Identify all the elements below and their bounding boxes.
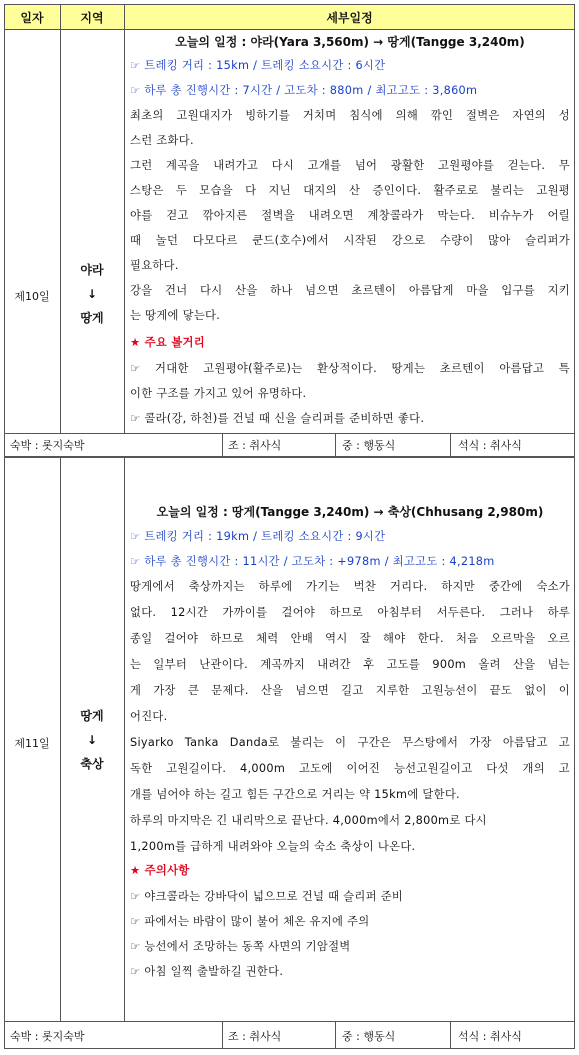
day11-lunch: 중 : 행동식 bbox=[342, 1030, 396, 1043]
day11-to: 축상 bbox=[80, 757, 104, 771]
header-region: 지역 bbox=[61, 5, 123, 29]
day10-body-line: 강을 건너 다시 산을 하나 넘으면 초르텐이 아름답게 마을 입구를 지키 bbox=[130, 284, 570, 297]
day10-body-line: 야를 걷고 깎아지른 절벽을 내려오면 계창콜라가 막는다. 비슈누가 어릴 bbox=[130, 209, 570, 222]
footer-divider-c-day11 bbox=[450, 1021, 451, 1049]
day11-body-line: 없다. 12시간 가까이를 걸어야 하므로 아침부터 서두른다. 그러나 하루 bbox=[130, 606, 570, 619]
day11-arrow: ↓ bbox=[86, 733, 98, 747]
day11-date: 제11일 bbox=[14, 737, 50, 750]
day11-total-info: ☞ 하루 총 진행시간 : 11시간 / 고도차 : +978m / 최고고도 : 4,218m bbox=[130, 555, 495, 568]
day10-body-line: 그런 계곡을 내려가고 다시 고개를 넘어 광활한 고원평야를 걷는다. 무 bbox=[130, 159, 570, 172]
day11-body-line: Siyarko Tanka Danda로 불리는 이 구간은 무스탕에서 가장 아름답고 고 bbox=[130, 736, 570, 749]
day11-section-heading: ★ 주의사항 bbox=[130, 864, 190, 877]
footer-divider-c-day10 bbox=[450, 433, 451, 457]
day11-trek-info: ☞ 트레킹 거리 : 19km / 트레킹 소요시간 : 9시간 bbox=[130, 530, 386, 543]
day10-dinner: 석식 : 취사식 bbox=[458, 439, 522, 452]
day10-to: 땅게 bbox=[80, 311, 104, 325]
day11-body-line: 땅게에서 축상까지는 하루에 가기는 벅찬 거리다. 하지만 중간에 숙소가 bbox=[130, 580, 570, 593]
day11-dinner: 석식 : 취사식 bbox=[458, 1030, 522, 1043]
day10-note: ☞ 콜라(강, 하천)를 건널 때 신을 슬리퍼를 준비하면 좋다. bbox=[130, 412, 425, 425]
col-divider-1-day10 bbox=[60, 4, 61, 434]
day10-trek-info: ☞ 트레킹 거리 : 15km / 트레킹 소요시간 : 6시간 bbox=[130, 59, 386, 72]
day10-total-info: ☞ 하루 총 진행시간 : 7시간 / 고도차 : 880m / 최고고도 : 3,860m bbox=[130, 84, 478, 97]
col-divider-2-day10 bbox=[124, 4, 125, 434]
day11-body-line: 독한 고원길이다. 4,000m 고도에 이어진 능선고원길이고 다섯 개의 고 bbox=[130, 762, 570, 775]
day10-title: 오늘의 일정 : 야라(Yara 3,560m) → 땅게(Tangge 3,240m) bbox=[175, 35, 525, 49]
day11-note: ☞ 야크콜라는 강바닥이 넓으므로 건널 때 슬리퍼 준비 bbox=[130, 890, 404, 903]
day11-body-line: 하루의 마지막은 긴 내리막으로 끝난다. 4,000m에서 2,800m로 다시 bbox=[130, 814, 487, 827]
day11-body-line: 개를 넘어야 하는 길고 힘든 구간으로 거리는 약 15km에 달한다. bbox=[130, 788, 460, 801]
header-date: 일자 bbox=[5, 5, 59, 29]
footer-divider-b-day11 bbox=[335, 1021, 336, 1049]
day10-note: 이한 구조를 가지고 있어 유명하다. bbox=[130, 387, 307, 400]
footer-divider-b-day10 bbox=[335, 433, 336, 457]
day11-footer-divider bbox=[4, 1021, 575, 1022]
day11-body-line: 게 가장 큰 문제다. 산을 넘으면 길고 지루한 고원능선이 끝도 없이 이 bbox=[130, 684, 570, 697]
day11-body-line: 종일 걸어야 하므로 체력 안배 역시 잘 해야 한다. 처음 오르막을 오르 bbox=[130, 632, 570, 645]
day10-body-line: 최초의 고원대지가 빙하기를 거치며 침식에 의해 깎인 절벽은 자연의 성 bbox=[130, 109, 570, 122]
day10-note: ☞ 거대한 고원평야(활주로)는 환상적이다. 땅게는 초르텐이 아름답고 특 bbox=[130, 362, 570, 375]
header-divider bbox=[4, 29, 575, 30]
day11-breakfast: 조 : 취사식 bbox=[228, 1030, 282, 1043]
day10-arrow: ↓ bbox=[86, 287, 98, 301]
day10-body-line: 스런 조화다. bbox=[130, 134, 194, 147]
day10-breakfast: 조 : 취사식 bbox=[228, 439, 282, 452]
col-divider-2-day11 bbox=[124, 458, 125, 1022]
day10-body-line: 는 땅게에 닿는다. bbox=[130, 309, 221, 322]
day10-from: 야라 bbox=[80, 263, 104, 277]
day11-body-line: 어진다. bbox=[130, 710, 168, 723]
day10-location bbox=[61, 258, 123, 330]
header-detail: 세부일정 bbox=[125, 5, 574, 29]
footer-divider-a-day10 bbox=[222, 433, 223, 457]
day11-note: ☞ 아침 일찍 출발하길 권한다. bbox=[130, 965, 284, 978]
day11-location bbox=[61, 704, 123, 776]
day11-title: 오늘의 일정 : 땅게(Tangge 3,240m) → 축상(Chhusang 2,980m) bbox=[156, 505, 544, 519]
day10-footer-divider bbox=[4, 433, 575, 434]
day11-from: 땅게 bbox=[80, 709, 104, 723]
table-border-left bbox=[4, 4, 5, 1049]
table-border-right bbox=[574, 4, 575, 1049]
day10-body-line: 필요하다. bbox=[130, 259, 179, 272]
table-border-bottom bbox=[4, 1048, 575, 1049]
day11-note: ☞ 능선에서 조망하는 동쪽 사면의 기암절벽 bbox=[130, 940, 351, 953]
day10-lunch: 중 : 행동식 bbox=[342, 439, 396, 452]
day11-body-line: 1,200m를 급하게 내려와야 오늘의 숙소 축상이 나온다. bbox=[130, 840, 416, 853]
day-divider bbox=[4, 456, 575, 458]
day10-body-line: 스탕은 두 모습을 다 지닌 대지의 산 증인이다. 활주로로 불리는 고원평 bbox=[130, 184, 570, 197]
day10-body-line: 때 놀던 다모다르 쿤드(호수)에서 시작된 강으로 수량이 많아 슬리퍼가 bbox=[130, 234, 570, 247]
day11-body-line: 는 일부터 난관이다. 계곡까지 내려간 후 고도를 900m 올려 산을 넘는 bbox=[130, 658, 570, 671]
footer-divider-a-day11 bbox=[222, 1021, 223, 1049]
day10-date: 제10일 bbox=[14, 290, 50, 303]
day11-note: ☞ 파에서는 바람이 많이 불어 체온 유지에 주의 bbox=[130, 915, 370, 928]
day10-section-heading: ★ 주요 볼거리 bbox=[130, 336, 205, 349]
day11-lodging: 숙박 : 롯지숙박 bbox=[10, 1030, 85, 1043]
table-border-top bbox=[4, 4, 575, 5]
day10-lodging: 숙박 : 롯지숙박 bbox=[10, 439, 85, 452]
